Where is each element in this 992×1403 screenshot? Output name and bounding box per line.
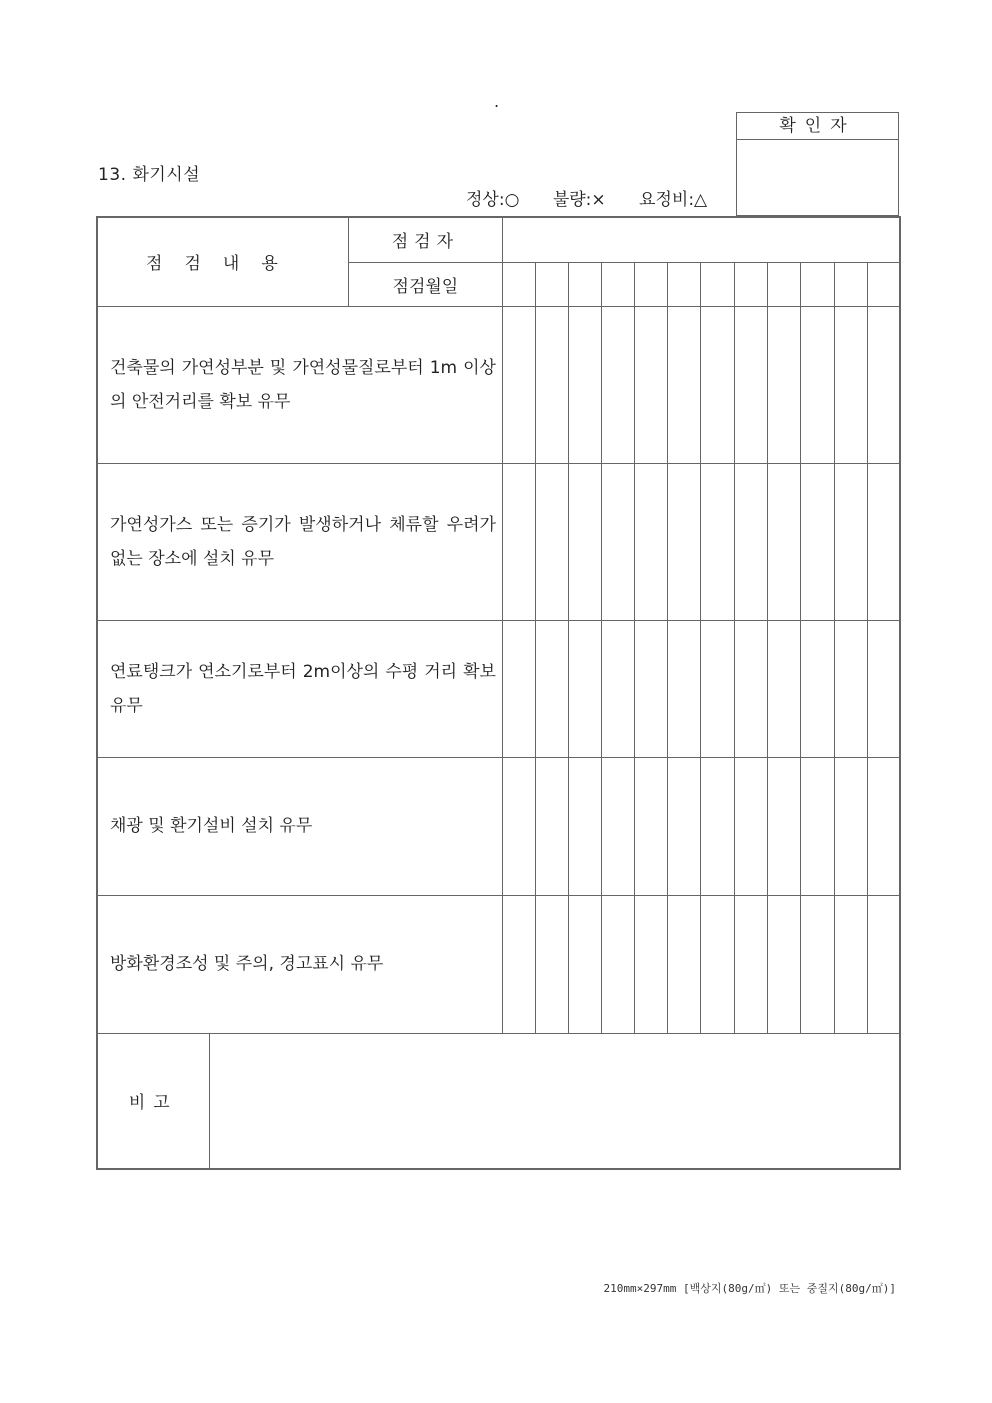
check-cell[interactable]: [668, 306, 701, 463]
check-cell[interactable]: [701, 463, 735, 620]
check-cell[interactable]: [868, 463, 900, 620]
check-cell[interactable]: [602, 620, 635, 757]
check-cell[interactable]: [701, 620, 735, 757]
check-cell[interactable]: [668, 757, 701, 895]
check-cell[interactable]: [801, 895, 835, 1033]
table-row: [97, 463, 900, 620]
check-cell[interactable]: [536, 895, 569, 1033]
date-cell[interactable]: [801, 262, 835, 306]
check-cell[interactable]: [536, 757, 569, 895]
legend-needs-fix: 요정비:△: [639, 190, 708, 210]
check-cell[interactable]: [735, 895, 768, 1033]
check-cell[interactable]: [502, 463, 535, 620]
table-row: [97, 895, 900, 1033]
check-cell[interactable]: [835, 620, 868, 757]
check-cell[interactable]: [502, 620, 535, 757]
date-cell[interactable]: [701, 262, 735, 306]
header-date-label: 점검월일: [348, 262, 502, 306]
date-cell[interactable]: [868, 262, 900, 306]
check-cell[interactable]: [635, 757, 668, 895]
item-text: 연료탱크가 연소기로부터 2m이상의 수평 거리 확보 유무: [97, 620, 502, 757]
check-cell[interactable]: [801, 306, 835, 463]
check-cell[interactable]: [536, 620, 569, 757]
legend-normal: 정상:○: [466, 190, 520, 210]
date-cell[interactable]: [536, 262, 569, 306]
check-cell[interactable]: [868, 895, 900, 1033]
check-cell[interactable]: [735, 620, 768, 757]
date-cell[interactable]: [668, 262, 701, 306]
check-cell[interactable]: [668, 463, 701, 620]
check-cell[interactable]: [668, 620, 701, 757]
table-row: [97, 306, 900, 463]
check-cell[interactable]: [569, 306, 602, 463]
item-text: 가연성가스 또는 증기가 발생하거나 체류할 우려가 없는 장소에 설치 유무: [97, 463, 502, 620]
header-inspector-label: 점검자: [348, 217, 502, 262]
note-field[interactable]: [209, 1033, 900, 1169]
check-cell[interactable]: [602, 306, 635, 463]
check-cell[interactable]: [801, 620, 835, 757]
check-cell[interactable]: [835, 306, 868, 463]
check-cell[interactable]: [569, 895, 602, 1033]
note-label: 비고: [97, 1033, 209, 1169]
item-text: 채광 및 환기설비 설치 유무: [97, 757, 502, 895]
check-cell[interactable]: [768, 620, 801, 757]
check-cell[interactable]: [835, 463, 868, 620]
check-cell[interactable]: [602, 895, 635, 1033]
confirm-box: [736, 112, 899, 216]
inspection-table: [96, 216, 901, 1170]
table-row: [97, 757, 900, 895]
check-cell[interactable]: [569, 463, 602, 620]
check-cell[interactable]: [536, 463, 569, 620]
check-cell[interactable]: [768, 895, 801, 1033]
confirm-label: 확인자: [737, 113, 898, 140]
check-cell[interactable]: [602, 757, 635, 895]
check-cell[interactable]: [768, 463, 801, 620]
check-cell[interactable]: [569, 757, 602, 895]
status-legend: [466, 185, 707, 210]
check-cell[interactable]: [801, 757, 835, 895]
section-title: 13. 화기시설: [98, 165, 201, 185]
check-cell[interactable]: [635, 620, 668, 757]
item-text: 방화환경조성 및 주의, 경고표시 유무: [97, 895, 502, 1033]
confirm-signature-field[interactable]: [737, 140, 898, 216]
check-cell[interactable]: [801, 463, 835, 620]
check-cell[interactable]: [701, 306, 735, 463]
check-cell[interactable]: [635, 306, 668, 463]
check-cell[interactable]: [768, 306, 801, 463]
check-cell[interactable]: [502, 895, 535, 1033]
check-cell[interactable]: [701, 895, 735, 1033]
date-cell[interactable]: [835, 262, 868, 306]
check-cell[interactable]: [536, 306, 569, 463]
check-cell[interactable]: [835, 895, 868, 1033]
check-cell[interactable]: [701, 757, 735, 895]
date-cell[interactable]: [569, 262, 602, 306]
date-cell[interactable]: [502, 262, 535, 306]
check-cell[interactable]: [635, 895, 668, 1033]
check-cell[interactable]: [868, 306, 900, 463]
check-cell[interactable]: [502, 757, 535, 895]
check-cell[interactable]: [569, 620, 602, 757]
check-cell[interactable]: [502, 306, 535, 463]
paper-spec-footer: 210mm×297mm [백상지(80g/㎡) 또는 중질지(80g/㎡)]: [603, 1282, 896, 1295]
check-cell[interactable]: [868, 620, 900, 757]
check-cell[interactable]: [768, 757, 801, 895]
check-cell[interactable]: [735, 463, 768, 620]
check-cell[interactable]: [835, 757, 868, 895]
check-cell[interactable]: [602, 463, 635, 620]
top-dot: .: [494, 92, 500, 111]
check-cell[interactable]: [868, 757, 900, 895]
inspector-name-field[interactable]: [502, 217, 900, 262]
header-content-label: 점검내용: [97, 217, 348, 306]
date-cell[interactable]: [602, 262, 635, 306]
check-cell[interactable]: [735, 306, 768, 463]
table-row: [97, 620, 900, 757]
date-cell[interactable]: [635, 262, 668, 306]
check-cell[interactable]: [735, 757, 768, 895]
check-cell[interactable]: [635, 463, 668, 620]
date-cell[interactable]: [735, 262, 768, 306]
date-cell[interactable]: [768, 262, 801, 306]
check-cell[interactable]: [668, 895, 701, 1033]
item-text: 건축물의 가연성부분 및 가연성물질로부터 1m 이상의 안전거리를 확보 유무: [97, 306, 502, 463]
legend-bad: 불량:×: [552, 190, 606, 210]
